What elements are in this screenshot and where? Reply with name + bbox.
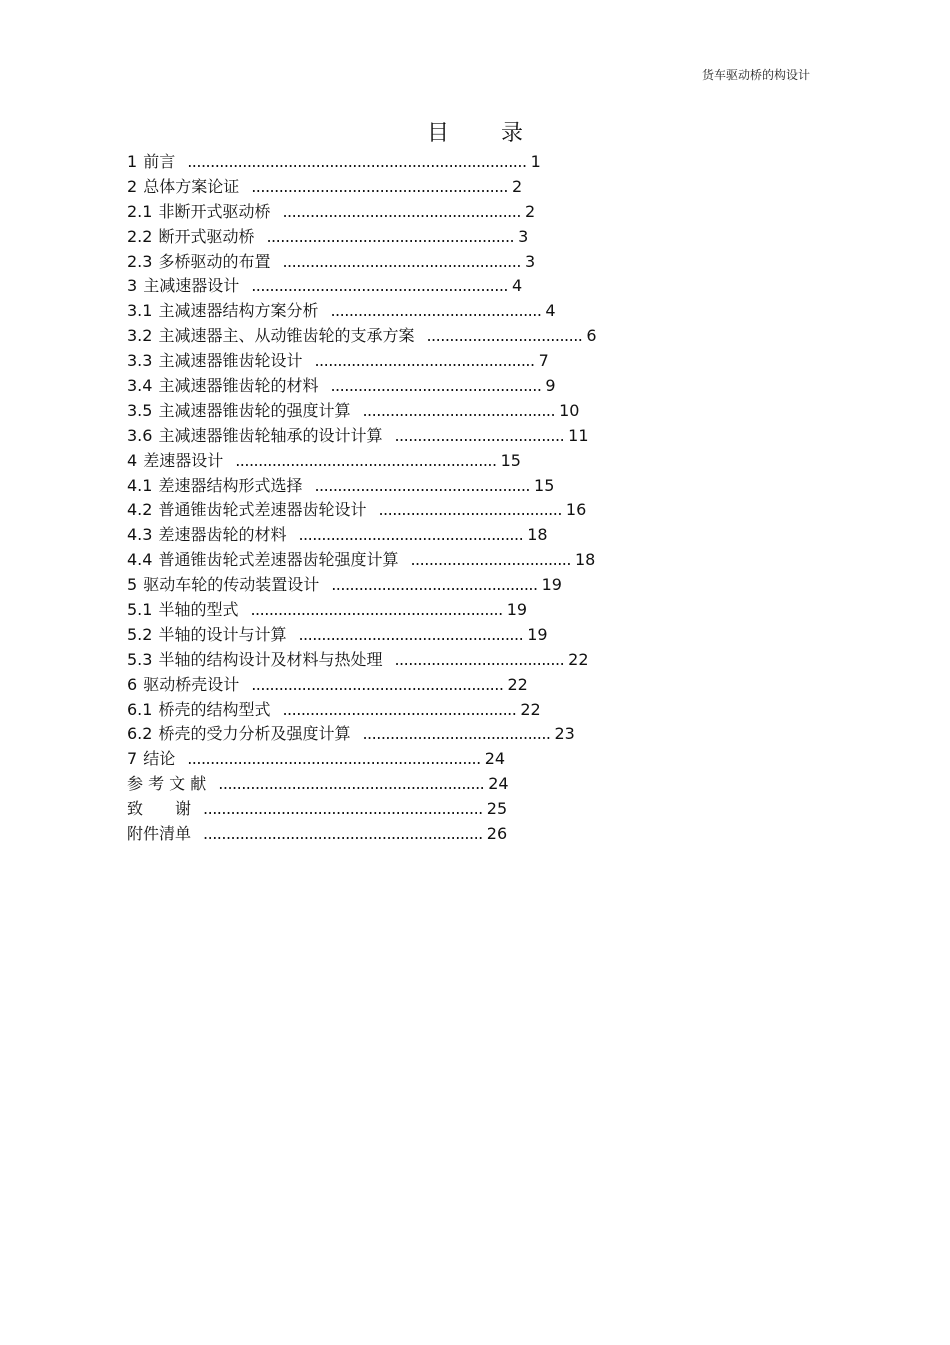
toc-entry-title: 前言: [143, 152, 176, 171]
toc-entry-page: 11: [568, 425, 589, 445]
toc-entry-title: 主减速器锥齿轮的强度计算: [158, 400, 351, 420]
toc-entry[interactable]: [127, 374, 727, 399]
toc-entry-number: 6: [127, 674, 138, 694]
toc-entry-title: 非断开式驱动桥: [158, 201, 271, 221]
toc-entry-number: 4.1: [127, 475, 153, 495]
toc-entry-page: 16: [565, 500, 587, 520]
toc-entry-leader: ........................................................: [251, 276, 509, 296]
toc-entry[interactable]: [127, 150, 727, 175]
toc-entry[interactable]: [127, 250, 727, 275]
toc-entry-leader: ........................................: [378, 500, 562, 520]
toc-entry-page: 22: [507, 674, 528, 694]
toc-entry[interactable]: [127, 698, 727, 723]
toc-entry-number: 6.1: [127, 699, 153, 719]
toc-entry-number: 4.3: [127, 525, 153, 545]
toc-entry-title: 主减速器锥齿轮轴承的设计计算: [158, 425, 383, 445]
toc-entry-leader: ....................................................: [282, 201, 521, 221]
toc-entry-leader: .......................................................: [250, 600, 503, 620]
toc-entry-leader: .......................................................: [251, 674, 504, 694]
running-header: 货车驱动桥的构设计: [701, 68, 810, 82]
toc-entry[interactable]: [127, 747, 727, 772]
toc-entry[interactable]: [127, 349, 727, 374]
toc-entry-title: 致 谢: [127, 799, 192, 819]
toc-entry-title: 普通锥齿轮式差速器齿轮强度计算: [158, 550, 399, 570]
toc-entry[interactable]: [127, 673, 727, 698]
toc-entry-leader: ..........................................................: [218, 774, 485, 794]
toc-entry-leader: .................................................: [298, 624, 524, 644]
toc-entry[interactable]: [127, 573, 727, 598]
toc-entry-number: 3.3: [127, 351, 153, 371]
toc-entry-page: 19: [527, 624, 548, 644]
toc-entry-number: 2: [127, 176, 138, 196]
toc-entry-page: 22: [568, 649, 589, 669]
toc-entry[interactable]: [127, 548, 727, 573]
title-char-2: 录: [501, 121, 524, 146]
toc-entry-page: 1: [530, 152, 541, 171]
toc-entry-title: 半轴的型式: [158, 600, 239, 620]
toc-entry-page: 2: [524, 201, 536, 221]
toc-entry-title: 差速器结构形式选择: [158, 475, 303, 495]
toc-entry-number: 6.2: [127, 724, 153, 744]
toc-entry-number: 5: [127, 575, 138, 595]
toc-entry-number: 5.3: [127, 649, 153, 669]
toc-entry-leader: ..........................................................................: [187, 152, 527, 171]
toc-entry-title: 普通锥齿轮式差速器齿轮设计: [158, 500, 367, 520]
toc-entry-page: 15: [500, 450, 521, 470]
toc-entry[interactable]: [127, 324, 727, 349]
toc-entry-title: 驱动车轮的传动装置设计: [143, 575, 320, 595]
toc-entry[interactable]: [127, 175, 727, 200]
toc-entry-page: 23: [554, 724, 575, 744]
toc-entry-leader: .....................................: [394, 425, 565, 445]
toc-entry[interactable]: [127, 623, 727, 648]
toc-entry-page: 24: [488, 774, 509, 794]
table-of-contents: [127, 150, 727, 847]
toc-entry-number: 3.5: [127, 400, 153, 420]
toc-entry-leader: ................................................: [314, 351, 535, 371]
toc-entry-title: 总体方案论证: [143, 176, 240, 196]
toc-entry-page: 19: [541, 575, 562, 595]
toc-entry[interactable]: [127, 274, 727, 299]
toc-entry-page: 25: [486, 799, 508, 819]
toc-entry-page: 24: [484, 749, 506, 769]
toc-entry-leader: .........................................: [362, 724, 551, 744]
toc-entry-number: 1: [127, 152, 138, 171]
toc-entry-number: 3.4: [127, 376, 153, 396]
toc-entry-leader: .............................................................: [203, 799, 483, 819]
toc-entry-page: 19: [506, 600, 528, 620]
toc-entry-title: 主减速器锥齿轮设计: [158, 351, 303, 371]
title-char-1: 目: [426, 121, 449, 146]
toc-entry-leader: ................................................................: [187, 749, 481, 769]
toc-entry-leader: ...................................................: [282, 699, 517, 719]
toc-entry-leader: ..............................................: [330, 376, 542, 396]
toc-entry-title: 主减速器主、从动锥齿轮的支承方案: [158, 326, 415, 346]
toc-entry-page: 2: [512, 176, 523, 196]
toc-entry-title: 附件清单: [127, 824, 192, 844]
toc-entry-leader: ......................................................: [266, 226, 515, 246]
toc-entry-page: 10: [559, 400, 580, 420]
toc-entry-leader: .........................................................: [235, 450, 497, 470]
toc-entry-title: 结论: [143, 749, 176, 769]
toc-entry-title: 主减速器设计: [143, 276, 240, 296]
toc-entry-number: 7: [127, 749, 138, 769]
toc-entry-page: 18: [574, 550, 596, 570]
toc-entry[interactable]: [127, 424, 727, 449]
toc-entry-number: 3.2: [127, 326, 153, 346]
toc-entry-leader: ..........................................: [362, 400, 556, 420]
toc-entry-number: 5.1: [127, 600, 153, 620]
toc-entry-leader: ....................................................: [282, 251, 521, 271]
toc-entry-title: 驱动桥壳设计: [143, 674, 240, 694]
toc-entry-number: 4.4: [127, 550, 153, 570]
toc-entry-page: 22: [520, 699, 541, 719]
toc-entry-title: 断开式驱动桥: [158, 226, 255, 246]
toc-entry-title: 差速器设计: [143, 450, 224, 470]
page-title: [0, 116, 950, 147]
toc-entry-number: 2.3: [127, 251, 153, 271]
toc-entry[interactable]: [127, 822, 727, 847]
toc-entry[interactable]: [127, 523, 727, 548]
toc-entry[interactable]: [127, 474, 727, 499]
toc-entry-leader: ...................................: [410, 550, 571, 570]
toc-entry[interactable]: [127, 498, 727, 523]
toc-entry[interactable]: [127, 598, 727, 623]
toc-entry-number: 3.6: [127, 425, 153, 445]
toc-entry-title: 半轴的结构设计及材料与热处理: [158, 649, 383, 669]
toc-entry-title: 差速器齿轮的材料: [158, 525, 287, 545]
toc-entry-page: 6: [586, 326, 597, 346]
toc-entry[interactable]: [127, 399, 727, 424]
toc-entry-leader: ..................................: [426, 326, 583, 346]
toc-entry[interactable]: [127, 200, 727, 225]
toc-entry-title: 桥壳的结构型式: [158, 699, 271, 719]
toc-entry-page: 3: [518, 226, 529, 246]
toc-entry-title: 主减速器结构方案分析: [158, 301, 319, 321]
toc-entry-page: 7: [538, 351, 549, 371]
toc-entry-leader: ........................................................: [251, 176, 509, 196]
toc-entry-number: 2.2: [127, 226, 153, 246]
toc-entry-page: 9: [545, 376, 556, 396]
toc-entry-page: 4: [512, 276, 523, 296]
toc-entry-number: 4.2: [127, 500, 153, 520]
toc-entry-number: 2.1: [127, 201, 153, 221]
toc-entry-page: 26: [486, 824, 508, 844]
toc-entry-title: 桥壳的受力分析及强度计算: [158, 724, 351, 744]
toc-entry[interactable]: [127, 648, 727, 673]
toc-entry-page: 15: [534, 475, 555, 495]
toc-entry-leader: ..............................................: [330, 301, 542, 321]
toc-entry[interactable]: [127, 797, 727, 822]
toc-entry-number: 5.2: [127, 624, 153, 644]
toc-entry[interactable]: [127, 449, 727, 474]
toc-entry-page: 3: [524, 251, 536, 271]
toc-entry[interactable]: [127, 225, 727, 250]
toc-entry-page: 4: [545, 301, 556, 321]
toc-entry[interactable]: [127, 722, 727, 747]
toc-entry-title: 半轴的设计与计算: [158, 624, 287, 644]
toc-entry-leader: .................................................: [298, 525, 524, 545]
toc-entry-title: 主减速器锥齿轮的材料: [158, 376, 319, 396]
toc-entry[interactable]: [127, 772, 727, 797]
toc-entry-leader: .............................................: [331, 575, 538, 595]
toc-entry-title: 多桥驱动的布置: [158, 251, 271, 271]
toc-entry-leader: .............................................................: [203, 824, 483, 844]
toc-entry-leader: ...............................................: [314, 475, 531, 495]
toc-entry-number: 3.1: [127, 301, 153, 321]
toc-entry-title: 参 考 文 献: [127, 774, 207, 794]
toc-entry-leader: .....................................: [394, 649, 565, 669]
toc-entry[interactable]: [127, 299, 727, 324]
toc-entry-number: 4: [127, 450, 138, 470]
toc-entry-number: 3: [127, 276, 138, 296]
toc-entry-page: 18: [527, 525, 548, 545]
